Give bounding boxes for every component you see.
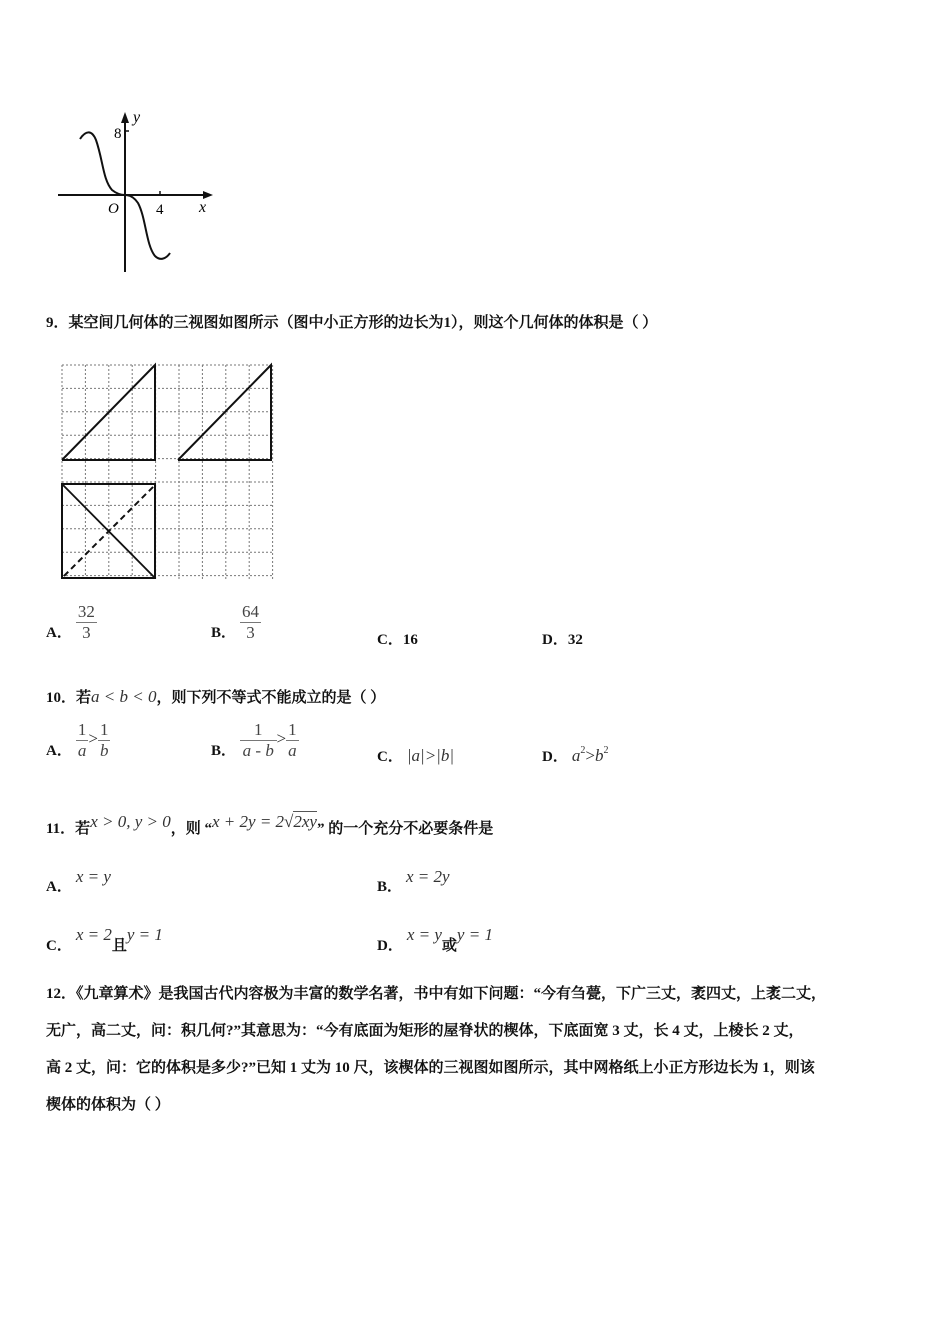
question-9-text: 9．某空间几何体的三视图如图所示（图中小正方形的边长为1），则这个几何体的体积是（ ） bbox=[46, 315, 658, 331]
question-11-text: 11．若x > 0, y > 0，则 “x + 2y = 2√2xy” 的一个充分不必要条件是 bbox=[46, 812, 494, 837]
q10-option-b[interactable]: B． $\frac{1}{a - b}$ > $\frac{1}{a}$ bbox=[211, 720, 297, 760]
q9-option-b[interactable]: B． $\frac{64}{3}$ bbox=[211, 602, 260, 642]
q11-option-d[interactable]: D． x = y或y = 1 bbox=[377, 925, 493, 954]
fraction: $\frac{64}{3}$ bbox=[242, 602, 260, 642]
three-view-grid-figure bbox=[0, 0, 300, 600]
q10-option-a[interactable]: A． $\frac{1}{a}$ > $\frac{1}{b}$ bbox=[46, 720, 109, 760]
q9-option-d[interactable]: D．32 bbox=[542, 632, 583, 648]
q9-option-a[interactable]: A． $\frac{32}{3}$ bbox=[46, 602, 95, 642]
q11-option-b[interactable]: B． x = 2y bbox=[377, 867, 450, 895]
q9-option-c[interactable]: C．16 bbox=[377, 632, 418, 648]
x-axis-label: x bbox=[199, 199, 207, 216]
q10-option-c[interactable]: C． |a|>|b| bbox=[377, 746, 455, 765]
fraction: $\frac{32}{3}$ bbox=[77, 602, 95, 642]
question-12-line-4: 楔体的体积为（ ） bbox=[46, 1097, 170, 1113]
question-10-text: 10．若a < b < 0，则下列不等式不能成立的是（ ） bbox=[46, 687, 386, 706]
question-12-line-1: 12．《九章算术》是我国古代内容极为丰富的数学名著，书中有如下问题：“今有刍甍，下广三丈，袤四丈，上袤二丈， bbox=[46, 986, 827, 1002]
y-axis-label: y bbox=[133, 109, 141, 126]
question-12-line-3: 高 2 丈，问：它的体积是多少?”已知 1 丈为 10 尺，该楔体的三视图如图所示，其中网格纸上小正方形边长为 1，则该 bbox=[46, 1060, 815, 1076]
x-tick-label: 4 bbox=[156, 202, 164, 218]
question-12-line-2: 无广，高二丈，问：积几何?”其意思为：“今有底面为矩形的屋脊状的楔体，下底面宽 3 丈，长 4 丈，上棱长 2 丈， bbox=[46, 1023, 804, 1039]
q11-option-c[interactable]: C． x = 2且y = 1 bbox=[46, 925, 163, 954]
q10-option-d[interactable]: D． $a^2>b^2$ bbox=[542, 745, 609, 765]
side-view-triangle bbox=[178, 365, 271, 460]
y-tick-label: 8 bbox=[114, 126, 122, 142]
q11-option-a[interactable]: A． x = y bbox=[46, 867, 111, 895]
origin-label: O bbox=[108, 201, 119, 217]
